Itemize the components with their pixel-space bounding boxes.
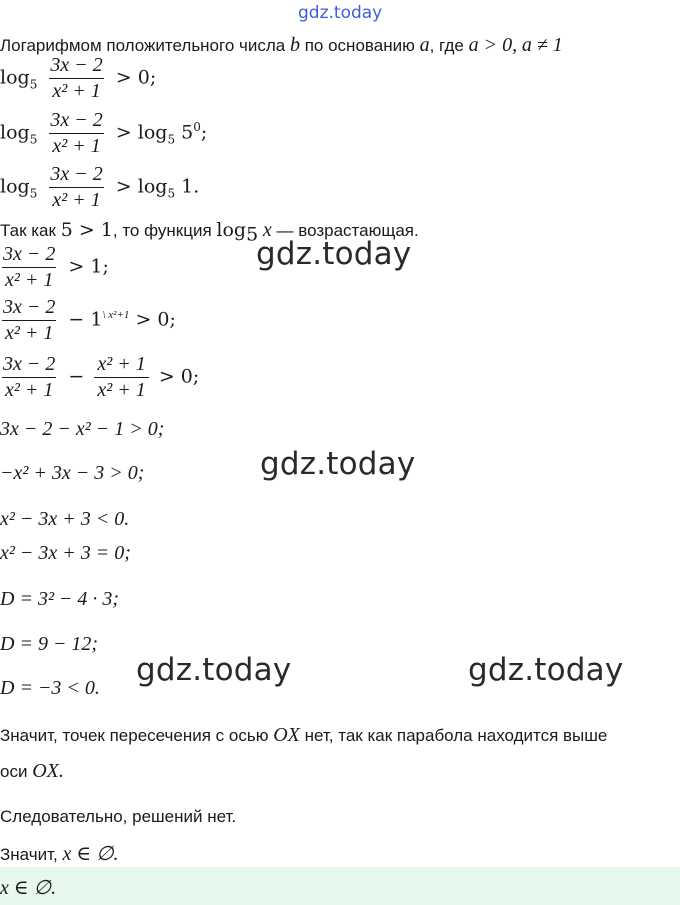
greater-one: > 1;	[68, 255, 109, 278]
condition-not-one: a ≠ 1	[521, 34, 563, 56]
means-line	[0, 841, 119, 866]
fraction-denominator: x² + 1	[2, 267, 56, 292]
since-text-b: , то функция	[112, 221, 212, 240]
fraction	[0, 243, 58, 292]
therefore-line: Следовательно, решений нет.	[0, 807, 237, 826]
fraction-numerator: 3x − 2	[3, 243, 56, 265]
since-text-a: Так как	[0, 221, 56, 240]
conclusion-line-1	[0, 724, 607, 747]
means-text: Значит,	[0, 845, 58, 864]
log-inequality-1	[0, 54, 156, 103]
conclusion-text-c: оси	[0, 762, 28, 781]
fraction-right	[94, 353, 148, 402]
fraction	[47, 109, 105, 158]
fraction-denominator: x² + 1	[2, 320, 56, 345]
minus-sign: −	[68, 365, 85, 388]
semicolon: ;	[200, 121, 208, 144]
discriminant-line-1: D = 3² − 4 · 3;	[0, 588, 120, 610]
watermark: gdz.today	[136, 652, 292, 688]
log-base: 5	[167, 186, 176, 201]
discriminant-line-2: D = 9 − 12;	[0, 633, 99, 655]
greater-log: > log	[115, 121, 168, 144]
since-text-c: — возрастающая.	[276, 221, 419, 240]
fraction-numerator: 3x − 2	[3, 296, 56, 318]
fraction-denominator: x² + 1	[49, 187, 103, 212]
fraction-difference	[0, 353, 199, 402]
intro-text-b: по основанию	[304, 36, 415, 55]
log-base: 5	[167, 132, 176, 147]
log-symbol: log	[0, 66, 30, 89]
condition-positive: a > 0,	[468, 34, 518, 56]
greater-zero: > 0;	[158, 365, 200, 388]
watermark: gdz.today	[468, 652, 624, 688]
fraction-left	[0, 353, 58, 402]
power-exponent: 0	[193, 120, 201, 135]
greater-zero: > 0;	[135, 308, 176, 331]
watermark: gdz.today	[260, 446, 416, 482]
log-inequality-3	[0, 163, 199, 212]
intro-text-a: Логарифмом положительного числа	[0, 36, 286, 55]
fraction-denominator: x² + 1	[49, 133, 103, 158]
watermark: gdz.today	[256, 236, 412, 272]
equation-line-1: 3x − 2 − x² − 1 > 0;	[0, 418, 165, 440]
fraction	[47, 163, 105, 212]
fraction-numerator: 3x − 2	[3, 353, 56, 375]
answer-text: x ∈ ∅.	[0, 877, 57, 899]
axis-ox: OX	[273, 724, 300, 746]
greater-zero: > 0;	[115, 66, 157, 89]
empty-set: x ∈ ∅.	[62, 843, 119, 865]
log-base: 5	[29, 186, 38, 201]
fraction-numerator: 3x − 2	[50, 163, 103, 185]
stray-exponent: \ x²+1	[102, 309, 130, 322]
fraction-numerator: x² + 1	[97, 353, 146, 375]
fraction-denominator: x² + 1	[94, 377, 148, 402]
log-base: 5	[29, 132, 38, 147]
equation-line-2: −x² + 3x − 3 > 0;	[0, 462, 145, 484]
conclusion-text-b: нет, так как парабола находится выше	[304, 726, 608, 745]
equation-line-3: x² − 3x + 3 < 0.	[0, 508, 130, 530]
fraction-numerator: 3x − 2	[50, 54, 103, 76]
greater-log: > log	[115, 175, 168, 198]
conclusion-line-2	[0, 760, 64, 783]
fraction	[47, 54, 105, 103]
discriminant-line-3: D = −3 < 0.	[0, 677, 100, 699]
fraction	[0, 296, 58, 345]
log-base: 5	[29, 77, 38, 92]
var-b: b	[289, 34, 300, 56]
log-symbol: log	[0, 121, 30, 144]
power-base: 5	[181, 121, 194, 144]
var-a: a	[419, 34, 430, 56]
log-inequality-2	[0, 109, 207, 158]
answer-box	[0, 867, 680, 905]
fraction-numerator: 3x − 2	[50, 109, 103, 131]
one-dot: 1.	[181, 175, 200, 198]
log-symbol: log	[216, 219, 247, 241]
equation-line-4: x² − 3x + 3 = 0;	[0, 542, 131, 564]
fraction-gt-one	[0, 243, 109, 292]
minus-one: − 1	[68, 308, 103, 331]
fraction-minus-one	[0, 296, 176, 345]
fraction-denominator: x² + 1	[2, 377, 56, 402]
comparison: 5 > 1	[60, 219, 113, 241]
watermark-top: gdz.today	[298, 3, 383, 23]
var-x: x	[262, 219, 272, 241]
log-symbol: log	[0, 175, 30, 198]
axis-ox: OX.	[32, 760, 64, 782]
intro-text-c: , где	[429, 36, 464, 55]
fraction-denominator: x² + 1	[49, 78, 103, 103]
conclusion-text-a: Значит, точек пересечения с осью	[0, 726, 269, 745]
log-base: 5	[246, 223, 259, 246]
